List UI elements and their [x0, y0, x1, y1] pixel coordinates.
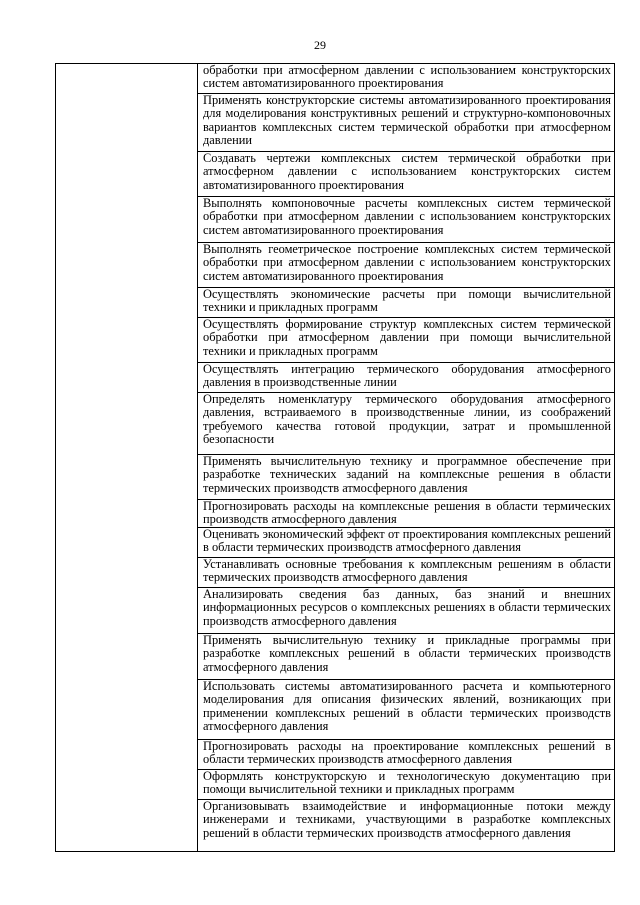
- row-text: Выполнять геометрическое построение комплексных систем термической обработки при атмосферном давлении с использованием конструкторских систем автоматизированного проектирования: [203, 243, 611, 283]
- table-row: [198, 64, 614, 94]
- table-row: [198, 288, 614, 318]
- page-number: 29: [314, 38, 326, 52]
- row-text: Применять вычислительную технику и программное обеспечение при разработке технических заданий на комплексные решения в области термических производств атмосферного давления: [203, 455, 611, 495]
- table-row: [198, 800, 614, 851]
- row-text: Оформлять конструкторскую и технологическую документацию при помощи вычислительной техники и прикладных программ: [203, 770, 611, 797]
- skills-table: [55, 63, 615, 852]
- row-text: Анализировать сведения баз данных, баз знаний и внешних информационных ресурсов о комплексных решениях в области термических производств атмосферного давления: [203, 588, 611, 628]
- row-text: Прогнозировать расходы на комплексные решения в области термических производств атмосферного давления: [203, 500, 611, 527]
- table-row: [198, 243, 614, 288]
- table-row: [198, 318, 614, 363]
- row-text: Применять конструкторские системы автоматизированного проектирования для моделирования конструктивных решений и структурно-компоновочных вариантов комплексных систем термической обработки при атмосферном давлении: [203, 94, 611, 148]
- row-text: Организовывать взаимодействие и информационные потоки между инженерами и техниками, участвующими в разработке комплексных решений в области термических производств атмосферного давления: [203, 800, 611, 840]
- table-row: [198, 558, 614, 588]
- row-text: Оценивать экономический эффект от проектирования комплексных решений в области термических производств атмосферного давления: [203, 528, 611, 555]
- table-row: [198, 152, 614, 197]
- row-text: Осуществлять экономические расчеты при помощи вычислительной техники и прикладных программ: [203, 288, 611, 315]
- table-row: [198, 197, 614, 243]
- table-row: [198, 363, 614, 393]
- table-row: [198, 588, 614, 634]
- row-text: Использовать системы автоматизированного расчета и компьютерного моделирования для описания физических явлений, возникающих при применении комплексных решений в области термических производств атмосферного давления: [203, 680, 611, 734]
- table-left-column: [56, 64, 198, 851]
- row-text: Осуществлять формирование структур комплексных систем термической обработки при атмосферном давлении при помощи вычислительной техники и прикладных программ: [203, 318, 611, 358]
- table-row: [198, 740, 614, 770]
- table-right-column: [198, 64, 614, 851]
- table-row: [198, 500, 614, 528]
- row-text: Определять номенклатуру термического оборудования атмосферного давления, встраиваемого в производственные линии, из соображений требуемого качества готовой продукции, затрат и промышленной безопасности: [203, 393, 611, 447]
- row-text: обработки при атмосферном давлении с использованием конструкторских систем автоматизированного проектирования: [203, 64, 611, 91]
- table-row: [198, 455, 614, 500]
- table-row: [198, 770, 614, 800]
- row-text: Выполнять компоновочные расчеты комплексных систем термической обработки при атмосферном давлении с использованием конструкторских систем автоматизированного проектирования: [203, 197, 611, 237]
- table-row: [198, 528, 614, 558]
- table-row: [198, 393, 614, 455]
- table-row: [198, 680, 614, 740]
- row-text: Осуществлять интеграцию термического оборудования атмосферного давления в производственные линии: [203, 363, 611, 390]
- table-row: [198, 634, 614, 680]
- row-text: Создавать чертежи комплексных систем термической обработки при атмосферном давлении с использованием конструкторских систем автоматизированного проектирования: [203, 152, 611, 192]
- row-text: Прогнозировать расходы на проектирование комплексных решений в области термических производств атмосферного давления: [203, 740, 611, 767]
- row-text: Устанавливать основные требования к комплексным решениям в области термических производств атмосферного давления: [203, 558, 611, 585]
- row-text: Применять вычислительную технику и прикладные программы при разработке комплексных решений в области термических производств атмосферного давления: [203, 634, 611, 674]
- table-row: [198, 94, 614, 152]
